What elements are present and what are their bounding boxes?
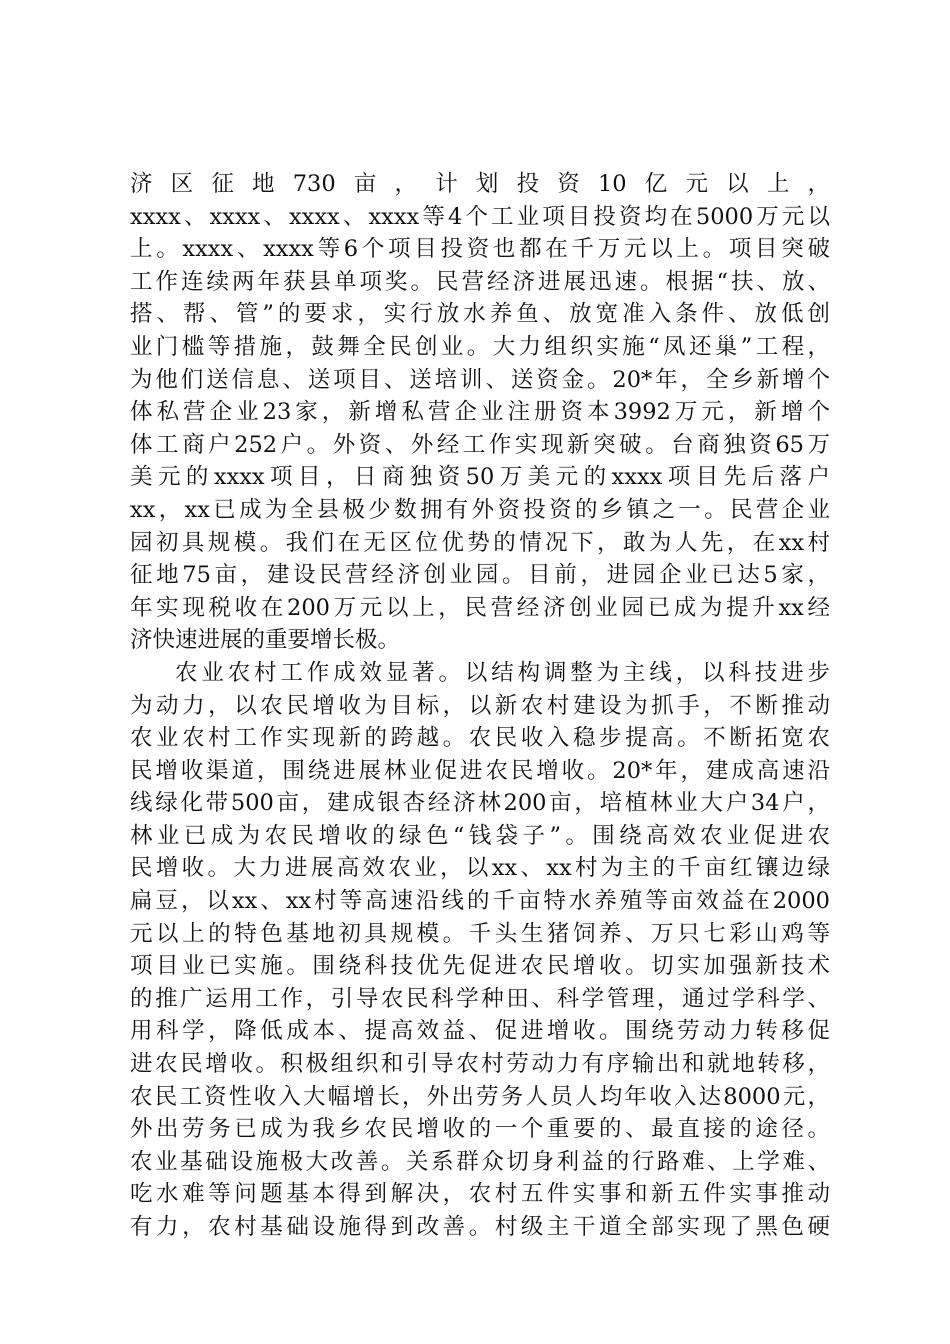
text-line: xxxx、xxxx、xxxx、xxxx等4个工业项目投资均在5000万元以 — [130, 203, 830, 230]
text-line: 有力，农村基础设施得到改善。村级主干道全部实现了黑色硬 — [130, 1214, 830, 1240]
text-line: 农业基础设施极大改善。关系群众切身利益的行路难、上学难、 — [130, 1148, 830, 1175]
text-line: 林业已成为农民增收的绿色“钱袋子”。围绕高效农业促进农 — [130, 822, 830, 849]
text-line: 吃水难等问题基本得到解决，农村五件实事和新五件实事推动 — [130, 1181, 830, 1208]
text-line: xx，xx已成为全县极少数拥有外资投资的乡镇之一。民营企业 — [130, 496, 830, 523]
paragraph-end-line: 济快速进展的重要增长极。 — [130, 627, 401, 654]
paragraph-start-line: 农业农村工作成效显著。以结构调整为主线，以科技进步 — [175, 659, 830, 686]
text-line: 体工商户252户。外资、外经工作实现新突破。台商独资65万 — [130, 431, 830, 458]
text-line: 农业农村工作实现新的跨越。农民收入稳步提高。不断拓宽农 — [130, 725, 830, 752]
text-line: 的推广运用工作，引导农民科学种田、科学管理，通过学科学、 — [130, 985, 830, 1012]
text-line: 上。xxxx、xxxx等6个项目投资也都在千万元以上。项目突破 — [130, 236, 830, 263]
text-line: 民增收。大力进展高效农业，以xx、xx村为主的千亩红镶边绿 — [130, 855, 830, 882]
text-line: 进农民增收。积极组织和引导农村劳动力有序输出和就地转移， — [130, 1051, 830, 1078]
text-line: 园初具规模。我们在无区位优势的情况下，敢为人先，在xx村 — [130, 529, 830, 556]
text-line: 年实现税收在200万元以上，民营经济创业园已成为提升xx经 — [130, 594, 830, 621]
text-line: 元以上的特色基地初具规模。千头生猪饲养、万只七彩山鸡等 — [130, 920, 830, 947]
text-line: 工作连续两年获县单项奖。民营经济进展迅速。根据“扶、放、 — [130, 268, 830, 295]
text-line: 体私营企业23家，新增私营企业注册资本3992万元，新增个 — [130, 399, 830, 426]
text-line: 用科学，降低成本、提高效益、促进增收。围绕劳动力转移促 — [130, 1018, 830, 1045]
body-text — [130, 168, 830, 1244]
text-line: 为他们送信息、送项目、送培训、送资金。20*年，全乡新增个 — [130, 366, 830, 393]
text-line: 济区征地730亩，计划投资10亿元以上， — [130, 171, 830, 197]
text-line: 征地75亩，建设民营经济创业园。目前，进园企业已达5家， — [130, 562, 830, 589]
text-line: 农民工资性收入大幅增长，外出劳务人员人均年收入达8000元， — [130, 1083, 830, 1110]
text-line: 线绿化带500亩，建成银杏经济林200亩，培植林业大户34户， — [130, 790, 830, 817]
text-line: 美元的xxxx项目，日商独资50万美元的xxxx项目先后落户 — [130, 464, 830, 491]
text-line: 搭、帮、管”的要求，实行放水养鱼、放宽准入条件、放低创 — [130, 301, 830, 328]
text-line: 为动力，以农民增收为目标，以新农村建设为抓手，不断推动 — [130, 692, 830, 719]
text-line: 业门槛等措施，鼓舞全民创业。大力组织实施“凤还巢”工程， — [130, 333, 830, 360]
text-line: 民增收渠道，围绕进展林业促进农民增收。20*年，建成高速沿 — [130, 757, 830, 784]
text-line: 项目业已实施。围绕科技优先促进农民增收。切实加强新技术 — [130, 953, 830, 980]
text-line: 扁豆，以xx、xx村等高速沿线的千亩特水养殖等亩效益在2000 — [130, 888, 830, 915]
text-line: 外出劳务已成为我乡农民增收的一个重要的、最直接的途径。 — [130, 1116, 830, 1143]
